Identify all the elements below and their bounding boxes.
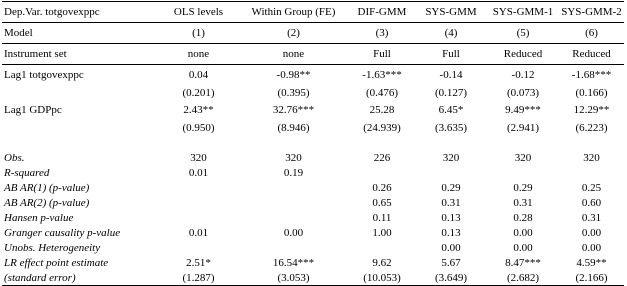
- stat-row: [2, 210, 624, 225]
- se-cell: (0.395): [277, 86, 310, 99]
- lag-gdp-se-row: [2, 120, 624, 135]
- stat-cell: [238, 195, 349, 210]
- stat-cell: 5.67: [441, 256, 461, 269]
- spacer: [2, 135, 624, 150]
- stat-label: LR effect point estimate: [4, 256, 109, 269]
- stat-row: [2, 225, 624, 240]
- stat-row: [2, 150, 624, 165]
- stat-cell: 0.11: [372, 211, 392, 224]
- col-header-5: SYS-GMM-1: [487, 2, 559, 23]
- stat-cell: 0.60: [581, 196, 602, 209]
- stat-cell: 320: [514, 151, 532, 164]
- stat-cell: 0.13: [441, 226, 461, 239]
- stat-cell: [238, 180, 349, 195]
- col-header-6: SYS-GMM-2: [559, 2, 624, 23]
- se-cell: (2.941): [506, 121, 540, 134]
- instrument-cell: none: [159, 44, 238, 65]
- lag-totgov-se-row: [2, 85, 624, 100]
- header-row: [2, 2, 624, 23]
- coef-cell: 9.49***: [505, 104, 541, 116]
- stat-cell: (2.166): [559, 270, 624, 286]
- stat-row: [2, 165, 624, 180]
- instrument-label: Instrument set: [2, 44, 159, 65]
- coef-cell: 6.45*: [438, 104, 464, 116]
- se-cell: (0.127): [434, 86, 468, 99]
- stat-cell: 320: [442, 151, 460, 164]
- stat-cell: [159, 195, 238, 210]
- stat-cell: 0.00: [513, 226, 533, 239]
- col-header-4: SYS-GMM: [415, 2, 487, 23]
- stat-cell: 2.51*: [186, 256, 211, 269]
- stat-cell: 320: [583, 151, 600, 164]
- stat-cell: 0.29: [441, 181, 461, 194]
- stat-cell: [349, 240, 415, 255]
- stat-cell: 0.00: [581, 241, 602, 254]
- stat-cell: 0.26: [372, 181, 392, 194]
- se-cell: (0.950): [182, 121, 215, 134]
- stat-row: [2, 195, 624, 210]
- instrument-cell: Reduced: [487, 44, 559, 65]
- stat-row: [2, 180, 624, 195]
- stat-cell: [487, 165, 559, 180]
- coef-cell: 12.29**: [573, 104, 610, 116]
- stat-cell: [559, 165, 624, 180]
- model-cell: (4): [415, 23, 487, 44]
- stat-cell: [159, 180, 238, 195]
- stat-cell: [159, 210, 238, 225]
- stat-cell: 0.65: [372, 196, 392, 209]
- coef-cell: -0.14: [415, 65, 487, 86]
- stat-cell: [415, 165, 487, 180]
- se-cell: (0.201): [182, 86, 215, 99]
- stat-cell: [349, 165, 415, 180]
- stat-row: [2, 270, 624, 286]
- model-cell: (2): [238, 23, 349, 44]
- stat-label: (standard error): [2, 270, 159, 286]
- stat-cell: 0.13: [441, 211, 461, 224]
- stat-cell: 9.62: [372, 256, 392, 269]
- coef-cell: -0.98**: [238, 65, 349, 86]
- stat-cell: 320: [285, 151, 302, 164]
- instrument-row: [2, 44, 624, 65]
- se-cell: (6.223): [575, 121, 608, 134]
- depvar-label: Dep.Var. totgovexppc: [2, 2, 159, 23]
- stat-cell: (1.287): [159, 270, 238, 286]
- instrument-cell: Full: [415, 44, 487, 65]
- coef-cell: -0.12: [487, 65, 559, 86]
- stat-cell: (3.053): [238, 270, 349, 286]
- model-cell: (5): [487, 23, 559, 44]
- lag-gdp-label: Lag1 GDPpc: [4, 104, 62, 116]
- stat-cell: 0.00: [441, 241, 461, 254]
- stat-cell: (3.649): [415, 270, 487, 286]
- stat-cell: 0.31: [513, 196, 533, 209]
- stat-cell: [238, 240, 349, 255]
- se-cell: (8.946): [277, 121, 310, 134]
- stat-cell: 0.19: [283, 166, 304, 179]
- se-cell: (24.939): [363, 121, 401, 134]
- stat-cell: 0.25: [581, 181, 602, 194]
- stat-cell: 8.47***: [505, 256, 541, 269]
- se-cell: (0.073): [506, 86, 540, 99]
- stat-cell: 4.59**: [576, 256, 607, 269]
- coef-cell: 32.76***: [272, 104, 315, 116]
- model-cell: (1): [159, 23, 238, 44]
- stat-row: [2, 255, 624, 270]
- stat-cell: 0.01: [188, 166, 209, 179]
- stat-cell: (10.053): [349, 270, 415, 286]
- stat-cell: 0.00: [513, 241, 533, 254]
- stat-label: AB AR(1) (p-value): [4, 181, 90, 194]
- stat-label: Unobs. Heterogeneity: [4, 241, 101, 254]
- empty-label: [2, 85, 159, 100]
- stat-cell: 0.28: [513, 211, 533, 224]
- empty-label: [2, 120, 159, 135]
- stat-cell: [238, 210, 349, 225]
- stat-label: Hansen p-value: [4, 211, 74, 224]
- stat-cell: (2.682): [487, 270, 559, 286]
- model-cell: (6): [559, 23, 624, 44]
- stat-cell: 226: [373, 151, 391, 164]
- stat-cell: [159, 240, 238, 255]
- lag-totgov-row: [2, 65, 624, 86]
- stat-cell: 320: [190, 151, 207, 164]
- lag-gdp-row: [2, 100, 624, 120]
- stat-cell: 1.00: [372, 226, 392, 239]
- instrument-cell: none: [238, 44, 349, 65]
- regression-table: [2, 1, 624, 286]
- coef-cell: 2.43**: [183, 104, 214, 116]
- coef-cell: 0.04: [159, 65, 238, 86]
- col-header-2: Within Group (FE): [238, 2, 349, 23]
- col-header-1: OLS levels: [159, 2, 238, 23]
- stat-label: Obs.: [4, 151, 25, 164]
- spacer-row: [2, 135, 624, 150]
- stat-cell: 0.31: [581, 211, 602, 224]
- stat-cell: 0.29: [513, 181, 533, 194]
- stat-cell: 0.31: [441, 196, 461, 209]
- model-row: [2, 23, 624, 44]
- coef-cell: -1.63***: [349, 65, 415, 86]
- se-cell: (0.166): [575, 86, 608, 99]
- coef-cell: 25.28: [369, 104, 395, 116]
- stat-cell: 0.01: [188, 226, 209, 239]
- stat-label: Granger causality p-value: [4, 226, 121, 239]
- stat-cell: 0.00: [283, 226, 304, 239]
- coef-cell: -1.68***: [559, 65, 624, 86]
- stat-cell: 16.54***: [272, 256, 315, 269]
- lag-totgov-label: Lag1 totgovexppc: [2, 65, 159, 86]
- stat-cell: 0.00: [581, 226, 602, 239]
- se-cell: (3.635): [434, 121, 468, 134]
- se-cell: (0.476): [365, 86, 399, 99]
- stat-label: AB AR(2) (p-value): [4, 196, 90, 209]
- instrument-cell: Full: [349, 44, 415, 65]
- instrument-cell: Reduced: [559, 44, 624, 65]
- stat-row: [2, 240, 624, 255]
- model-label: Model: [2, 23, 159, 44]
- col-header-3: DIF-GMM: [349, 2, 415, 23]
- model-cell: (3): [349, 23, 415, 44]
- stat-label: R-squared: [4, 166, 50, 179]
